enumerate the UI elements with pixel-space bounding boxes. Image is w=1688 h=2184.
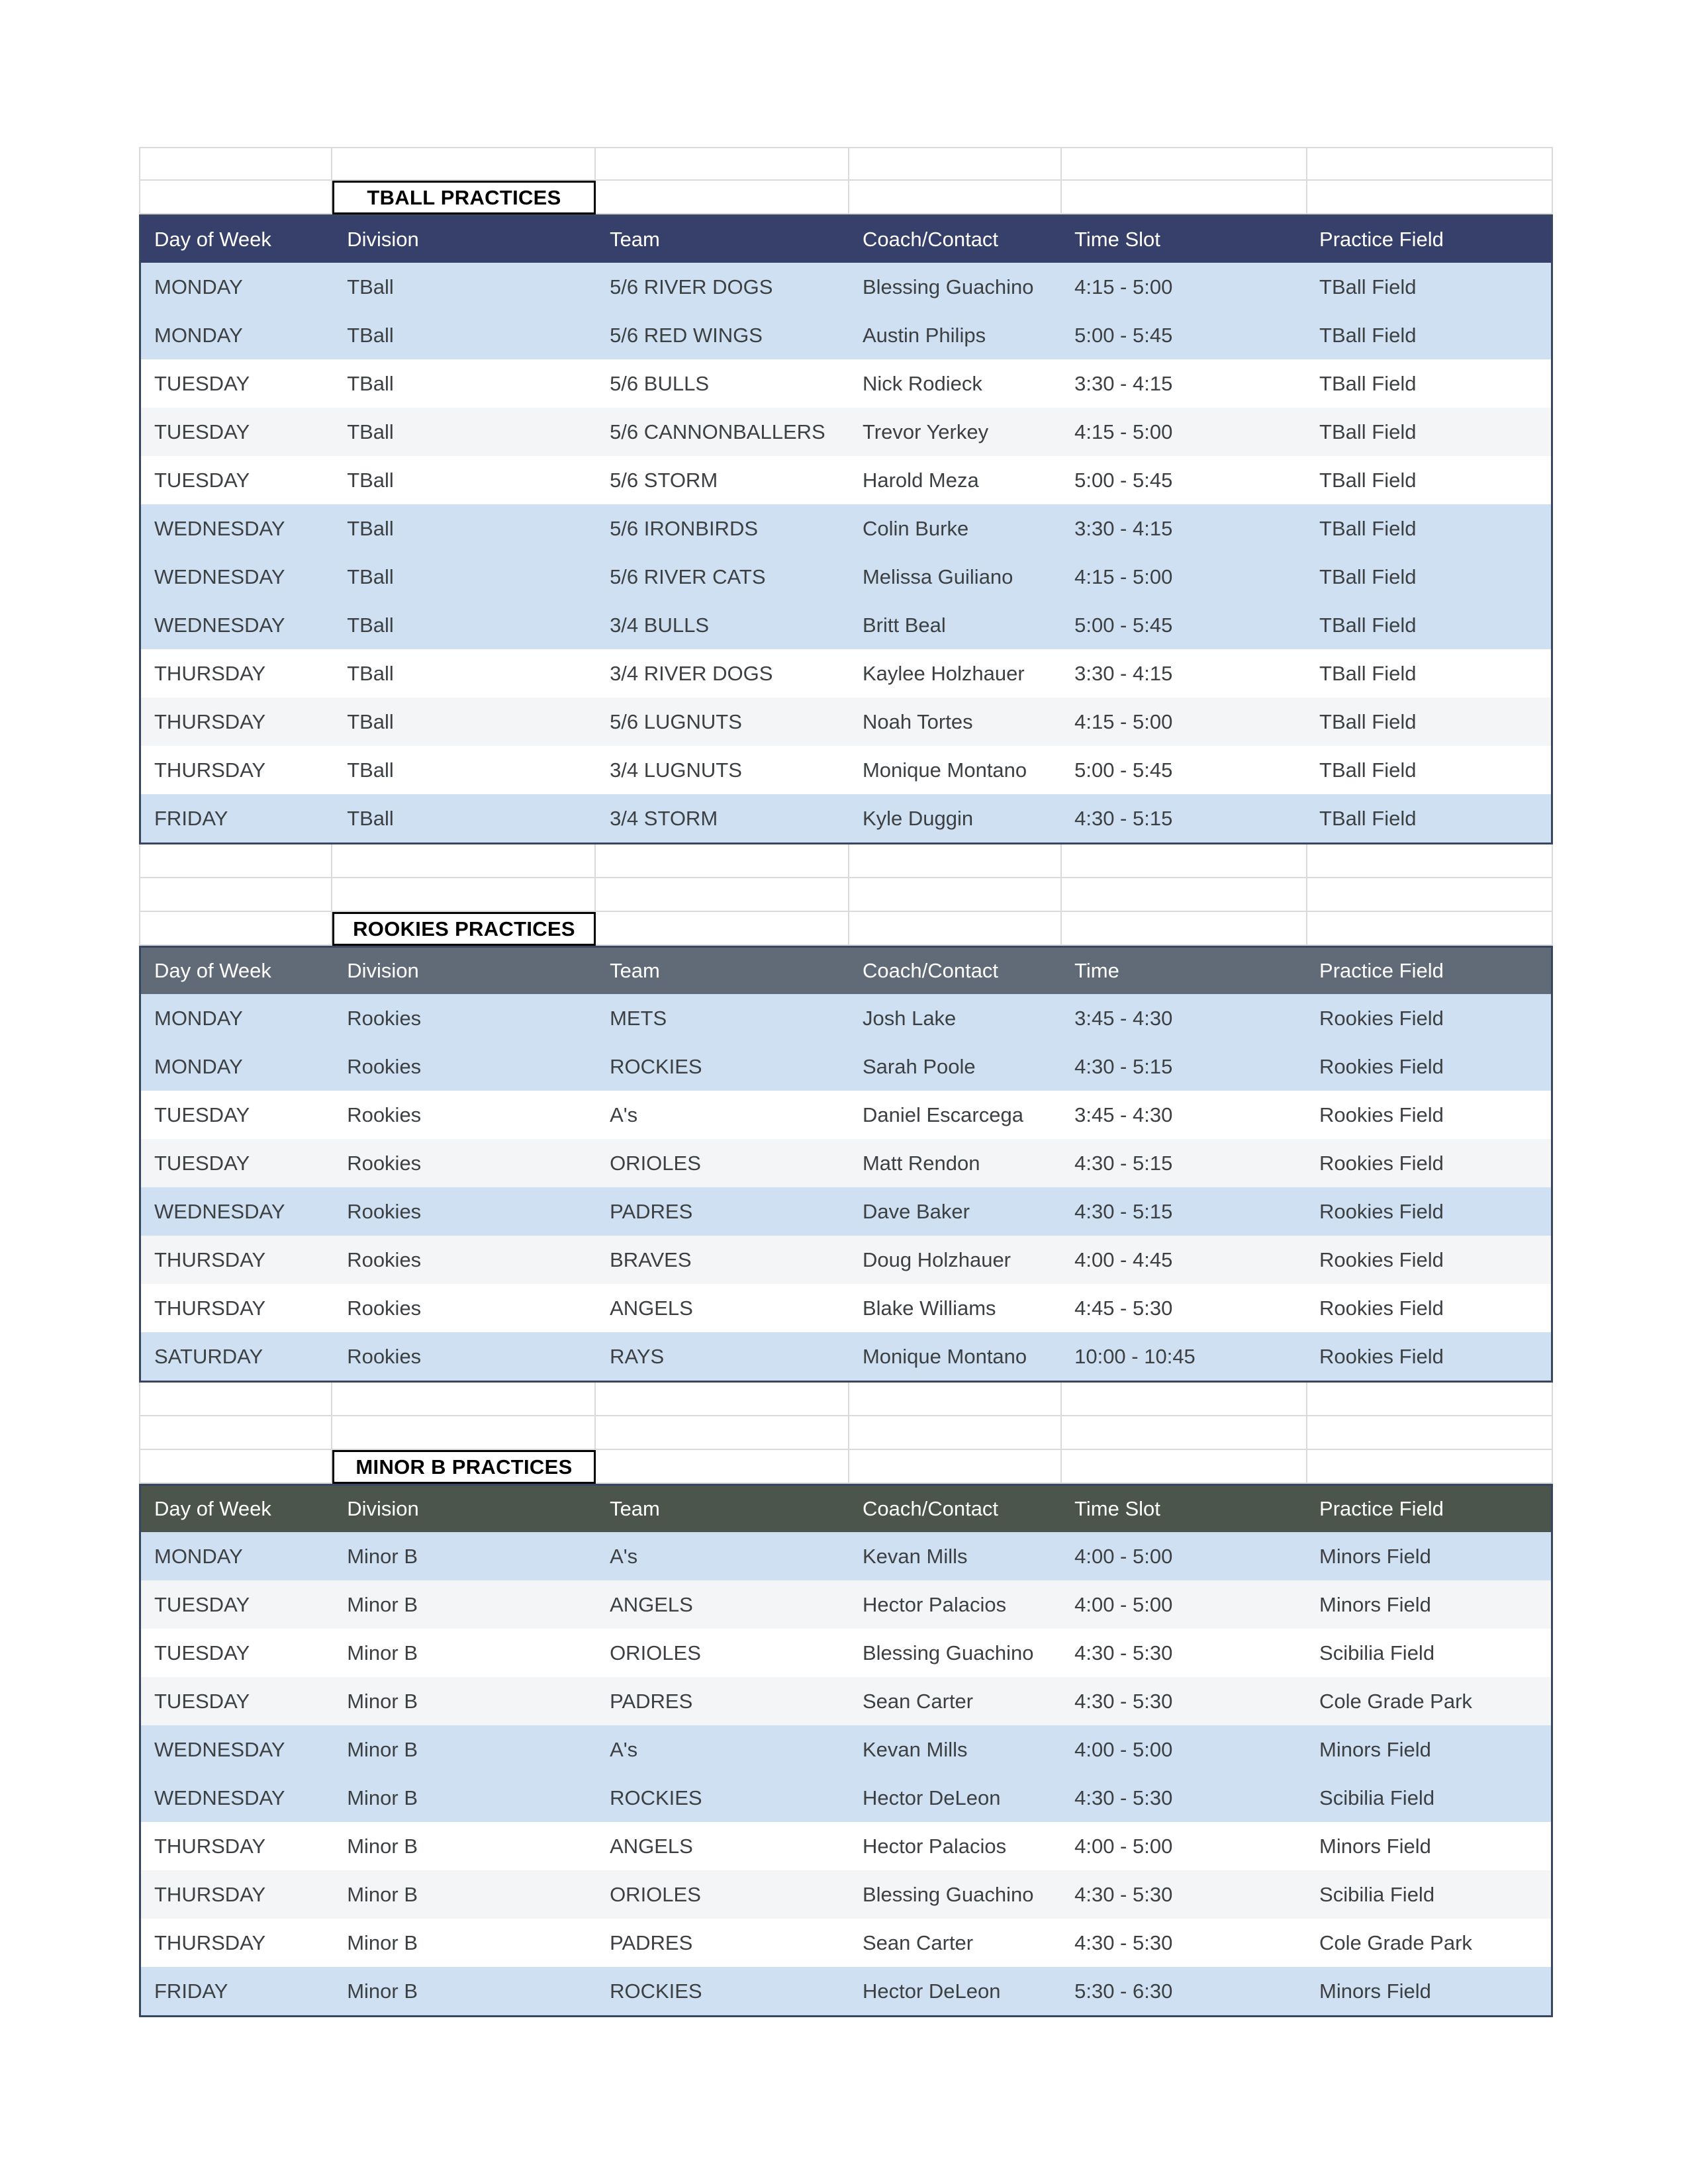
cell-time: 10:00 - 10:45 [1074,1344,1196,1368]
table-header-row [141,1486,1551,1532]
rookies-section [139,844,1553,1383]
cell-field: Cole Grade Park [1319,1931,1472,1954]
cell-coach: Britt Beal [862,613,946,637]
cell-day: TUESDAY [154,1592,250,1616]
table-row [141,698,1551,746]
cell-time: 5:00 - 5:45 [1074,468,1173,492]
cell-time: 4:30 - 5:15 [1074,1199,1173,1223]
cell-field: TBall Field [1319,565,1417,588]
cell-field: TBall Field [1319,613,1417,637]
table-row [141,1967,1551,2015]
table-row [141,746,1551,794]
cell-coach: Blessing Guachino [862,1882,1034,1906]
table-row [141,1629,1551,1677]
table-row [141,1284,1551,1332]
cell-division: Minor B [347,1834,418,1858]
cell-coach: Sarah Poole [862,1054,976,1078]
cell-time: 3:45 - 4:30 [1074,1006,1173,1030]
cell-coach: Kyle Duggin [862,806,974,830]
header-field: Practice Field [1319,959,1444,982]
cell-coach: Matt Rendon [862,1151,980,1175]
cell-team: ROCKIES [610,1979,702,2003]
table-row [141,553,1551,601]
cell-division: TBall [347,758,394,782]
cell-day: MONDAY [154,1006,243,1030]
cell-day: FRIDAY [154,806,228,830]
cell-time: 3:30 - 4:15 [1074,661,1173,685]
header-day: Day of Week [154,959,271,982]
cell-division: Rookies [347,1103,422,1126]
cell-division: TBall [347,275,394,298]
cell-field: Rookies Field [1319,1151,1444,1175]
cell-time: 5:30 - 6:30 [1074,1979,1173,2003]
cell-day: WEDNESDAY [154,516,285,540]
cell-coach: Hector Palacios [862,1834,1007,1858]
cell-field: Scibilia Field [1319,1641,1435,1664]
header-field: Practice Field [1319,1497,1444,1520]
cell-coach: Blessing Guachino [862,1641,1034,1664]
cell-team: METS [610,1006,667,1030]
title-row [139,1450,1553,1484]
table-row [141,504,1551,553]
cell-time: 4:00 - 4:45 [1074,1248,1173,1271]
table-row [141,1580,1551,1629]
cell-coach: Blake Williams [862,1296,996,1320]
cell-coach: Harold Meza [862,468,979,492]
cell-day: TUESDAY [154,371,250,395]
table-row [141,1091,1551,1139]
cell-division: TBall [347,565,394,588]
cell-coach: Hector DeLeon [862,1786,1001,1809]
cell-day: THURSDAY [154,709,266,733]
header-coach: Coach/Contact [862,1497,999,1520]
cell-team: PADRES [610,1199,693,1223]
cell-division: Rookies [347,1151,422,1175]
cell-day: MONDAY [154,1544,243,1568]
cell-day: THURSDAY [154,758,266,782]
header-coach: Coach/Contact [862,959,999,982]
table-row [141,994,1551,1042]
cell-time: 4:30 - 5:15 [1074,1151,1173,1175]
cell-team: PADRES [610,1689,693,1713]
table-row [141,1774,1551,1822]
table-row [141,1870,1551,1919]
rookies-rows [141,994,1551,1381]
cell-division: Rookies [347,1344,422,1368]
cell-field: Rookies Field [1319,1248,1444,1271]
table-row [141,601,1551,649]
cell-division: Minor B [347,1689,418,1713]
cell-coach: Doug Holzhauer [862,1248,1011,1271]
header-field: Practice Field [1319,228,1444,251]
cell-day: WEDNESDAY [154,565,285,588]
cell-division: Minor B [347,1544,418,1568]
minorb-section [139,1383,1553,2017]
spacer-row [139,878,1553,912]
cell-time: 5:00 - 5:45 [1074,613,1173,637]
cell-coach: Sean Carter [862,1689,974,1713]
cell-coach: Blessing Guachino [862,275,1034,298]
cell-day: FRIDAY [154,1979,228,2003]
cell-division: Rookies [347,1248,422,1271]
cell-team: 3/4 LUGNUTS [610,758,742,782]
cell-team: ROCKIES [610,1786,702,1809]
cell-coach: Hector DeLeon [862,1979,1001,2003]
cell-team: ROCKIES [610,1054,702,1078]
tball-table [139,214,1553,844]
title-row [139,912,1553,946]
cell-division: Minor B [347,1882,418,1906]
table-row [141,1532,1551,1580]
cell-coach: Colin Burke [862,516,969,540]
cell-time: 4:30 - 5:15 [1074,806,1173,830]
table-row [141,456,1551,504]
cell-field: TBall Field [1319,323,1417,347]
cell-field: TBall Field [1319,516,1417,540]
header-team: Team [610,959,660,982]
table-header-row [141,216,1551,263]
cell-division: Minor B [347,1786,418,1809]
cell-field: Minors Field [1319,1979,1431,2003]
cell-division: TBall [347,420,394,443]
cell-division: Minor B [347,1931,418,1954]
cell-field: Scibilia Field [1319,1786,1435,1809]
table-row [141,1042,1551,1091]
table-row [141,1725,1551,1774]
header-team: Team [610,228,660,251]
cell-coach: Josh Lake [862,1006,957,1030]
cell-team: 5/6 LUGNUTS [610,709,742,733]
header-time: Time [1074,959,1119,982]
cell-team: 3/4 BULLS [610,613,709,637]
cell-time: 4:30 - 5:30 [1074,1882,1173,1906]
cell-team: 5/6 STORM [610,468,718,492]
cell-time: 3:30 - 4:15 [1074,516,1173,540]
cell-team: 5/6 RIVER CATS [610,565,766,588]
cell-team: 3/4 RIVER DOGS [610,661,773,685]
cell-time: 4:00 - 5:00 [1074,1737,1173,1761]
cell-team: 3/4 STORM [610,806,718,830]
cell-day: THURSDAY [154,1834,266,1858]
table-row [141,1139,1551,1187]
cell-time: 5:00 - 5:45 [1074,323,1173,347]
table-row [141,1677,1551,1725]
spacer-row [139,147,1553,181]
cell-field: Minors Field [1319,1737,1431,1761]
cell-division: TBall [347,661,394,685]
cell-team: ANGELS [610,1592,693,1616]
cell-time: 4:15 - 5:00 [1074,709,1173,733]
header-division: Division [347,959,419,982]
cell-day: THURSDAY [154,1882,266,1906]
cell-time: 3:30 - 4:15 [1074,371,1173,395]
cell-time: 4:30 - 5:30 [1074,1689,1173,1713]
cell-field: TBall Field [1319,275,1417,298]
cell-day: MONDAY [154,1054,243,1078]
title-row [139,181,1553,214]
header-day: Day of Week [154,1497,271,1520]
header-time: Time Slot [1074,228,1160,251]
cell-team: A's [610,1103,638,1126]
cell-day: TUESDAY [154,468,250,492]
cell-day: TUESDAY [154,1689,250,1713]
cell-field: TBall Field [1319,806,1417,830]
cell-coach: Melissa Guiliano [862,565,1013,588]
table-row [141,263,1551,311]
cell-coach: Kevan Mills [862,1544,968,1568]
cell-team: 5/6 IRONBIRDS [610,516,759,540]
minorb-table [139,1484,1553,2017]
cell-day: MONDAY [154,275,243,298]
cell-division: Rookies [347,1054,422,1078]
cell-time: 3:45 - 4:30 [1074,1103,1173,1126]
table-row [141,1187,1551,1236]
cell-division: TBall [347,806,394,830]
rookies-title: ROOKIES PRACTICES [332,912,596,946]
cell-coach: Monique Montano [862,1344,1027,1368]
cell-day: THURSDAY [154,661,266,685]
cell-day: WEDNESDAY [154,613,285,637]
cell-day: THURSDAY [154,1248,266,1271]
cell-coach: Nick Rodieck [862,371,982,395]
cell-field: TBall Field [1319,661,1417,685]
cell-day: TUESDAY [154,1641,250,1664]
cell-coach: Noah Tortes [862,709,973,733]
cell-team: ANGELS [610,1296,693,1320]
cell-field: TBall Field [1319,709,1417,733]
cell-time: 4:00 - 5:00 [1074,1544,1173,1568]
cell-team: 5/6 RIVER DOGS [610,275,773,298]
cell-day: TUESDAY [154,420,250,443]
table-row [141,1236,1551,1284]
cell-field: Rookies Field [1319,1103,1444,1126]
header-coach: Coach/Contact [862,228,999,251]
cell-field: Rookies Field [1319,1054,1444,1078]
cell-division: Minor B [347,1979,418,2003]
cell-day: TUESDAY [154,1103,250,1126]
table-row [141,408,1551,456]
cell-coach: Monique Montano [862,758,1027,782]
cell-time: 5:00 - 5:45 [1074,758,1173,782]
cell-team: 5/6 RED WINGS [610,323,763,347]
cell-division: Minor B [347,1737,418,1761]
cell-day: THURSDAY [154,1296,266,1320]
cell-day: WEDNESDAY [154,1737,285,1761]
cell-team: ORIOLES [610,1151,701,1175]
cell-team: A's [610,1737,638,1761]
minorb-rows [141,1532,1551,2015]
cell-division: TBall [347,516,394,540]
cell-coach: Hector Palacios [862,1592,1007,1616]
cell-team: 5/6 BULLS [610,371,709,395]
cell-day: THURSDAY [154,1931,266,1954]
cell-coach: Kaylee Holzhauer [862,661,1025,685]
cell-team: ORIOLES [610,1882,701,1906]
cell-field: Minors Field [1319,1544,1431,1568]
cell-field: Scibilia Field [1319,1882,1435,1906]
cell-team: 5/6 CANNONBALLERS [610,420,825,443]
cell-division: TBall [347,613,394,637]
cell-day: SATURDAY [154,1344,263,1368]
spacer-row [139,1383,1553,1416]
cell-division: Minor B [347,1592,418,1616]
cell-day: TUESDAY [154,1151,250,1175]
table-row [141,794,1551,842]
cell-field: Rookies Field [1319,1344,1444,1368]
rookies-table [139,946,1553,1383]
cell-field: Cole Grade Park [1319,1689,1472,1713]
cell-division: Minor B [347,1641,418,1664]
cell-field: Minors Field [1319,1592,1431,1616]
cell-division: Rookies [347,1006,422,1030]
tball-title: TBALL PRACTICES [332,181,596,214]
header-team: Team [610,1497,660,1520]
table-row [141,649,1551,698]
table-row [141,311,1551,359]
cell-team: ORIOLES [610,1641,701,1664]
cell-coach: Trevor Yerkey [862,420,989,443]
cell-division: Rookies [347,1199,422,1223]
cell-field: Rookies Field [1319,1199,1444,1223]
cell-team: RAYS [610,1344,665,1368]
table-row [141,1332,1551,1381]
cell-team: BRAVES [610,1248,692,1271]
cell-time: 4:00 - 5:00 [1074,1592,1173,1616]
cell-field: TBall Field [1319,758,1417,782]
spacer-row [139,1416,1553,1450]
cell-time: 4:00 - 5:00 [1074,1834,1173,1858]
cell-time: 4:45 - 5:30 [1074,1296,1173,1320]
cell-time: 4:30 - 5:30 [1074,1786,1173,1809]
cell-time: 4:15 - 5:00 [1074,565,1173,588]
cell-team: ANGELS [610,1834,693,1858]
cell-team: PADRES [610,1931,693,1954]
table-header-row [141,948,1551,994]
cell-coach: Sean Carter [862,1931,974,1954]
table-row [141,1919,1551,1967]
cell-field: TBall Field [1319,420,1417,443]
cell-division: TBall [347,468,394,492]
cell-coach: Dave Baker [862,1199,970,1223]
cell-coach: Daniel Escarcega [862,1103,1023,1126]
cell-division: TBall [347,323,394,347]
cell-time: 4:30 - 5:15 [1074,1054,1173,1078]
practice-schedule-sheet [139,147,1553,2017]
cell-division: TBall [347,371,394,395]
cell-team: A's [610,1544,638,1568]
cell-time: 4:15 - 5:00 [1074,275,1173,298]
header-time: Time Slot [1074,1497,1160,1520]
table-row [141,1822,1551,1870]
cell-time: 4:30 - 5:30 [1074,1931,1173,1954]
cell-coach: Austin Philips [862,323,986,347]
header-day: Day of Week [154,228,271,251]
cell-day: WEDNESDAY [154,1199,285,1223]
cell-field: TBall Field [1319,468,1417,492]
header-division: Division [347,1497,419,1520]
cell-time: 4:15 - 5:00 [1074,420,1173,443]
tball-rows [141,263,1551,842]
header-division: Division [347,228,419,251]
cell-division: Rookies [347,1296,422,1320]
spacer-row [139,844,1553,878]
cell-field: TBall Field [1319,371,1417,395]
cell-time: 4:30 - 5:30 [1074,1641,1173,1664]
minorb-title: MINOR B PRACTICES [332,1450,596,1484]
cell-coach: Kevan Mills [862,1737,968,1761]
cell-field: Rookies Field [1319,1006,1444,1030]
cell-field: Rookies Field [1319,1296,1444,1320]
cell-day: MONDAY [154,323,243,347]
cell-day: WEDNESDAY [154,1786,285,1809]
tball-section [139,147,1553,844]
cell-field: Minors Field [1319,1834,1431,1858]
table-row [141,359,1551,408]
cell-division: TBall [347,709,394,733]
